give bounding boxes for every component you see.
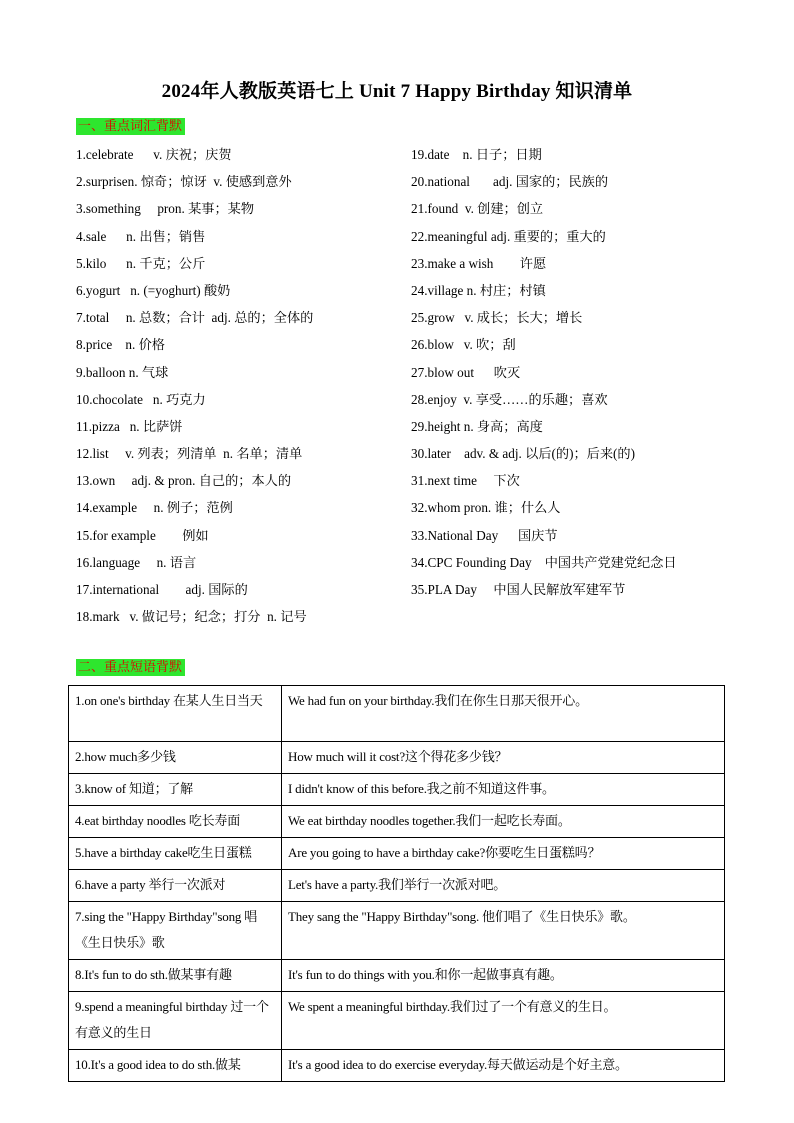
section-heading-phrases: 二、重点短语背默 [76,659,185,676]
vocab-item: 21.found v. 创建；创立 [411,201,544,217]
page-title: 2024年人教版英语七上 Unit 7 Happy Birthday 知识清单 [161,81,633,102]
phrase-cell: 3.know of 知道；了解 [69,774,282,806]
example-cell: We eat birthday noodles together.我们一起吃长寿面。 [282,806,725,838]
vocab-item: 29.height n. 身高；高度 [411,418,543,434]
phrase-cell: 10.It's a good idea to do sth.做某 [69,1050,282,1082]
vocab-item: 24.village n. 村庄；村镇 [411,282,546,298]
vocab-item: 7.total n. 总数；合计 adj. 总的；全体的 [76,310,314,326]
phrase-cell: 9.spend a meaningful birthday 过一个有意义的生日 [69,992,282,1050]
phrase-cell: 2.how much多少钱 [69,742,282,774]
vocab-item: 25.grow v. 成长；长大；增长 [411,310,583,326]
table-row [69,960,725,992]
vocab-item: 35.PLA Day 中国人民解放军建军节 [411,582,626,597]
vocab-item: 5.kilo n. 千克；公斤 [76,255,206,271]
vocab-item: 14.example n. 例子；范例 [76,500,233,516]
phrase-cell: 5.have a birthday cake吃生日蛋糕 [69,838,282,870]
example-cell: Let's have a party.我们举行一次派对吧。 [282,870,725,902]
example-cell: They sang the "Happy Birthday"song. 他们唱了《生日快乐》歌。 [282,902,725,960]
vocab-item: 28.enjoy v. 享受……的乐趣；喜欢 [411,391,608,407]
vocab-item: 1.celebrate v. 庆祝；庆贺 [76,147,232,162]
table-row [69,870,725,902]
vocab-item: 33.National Day 国庆节 [411,527,558,543]
vocab-item: 2.surprisen. 惊奇；惊讶 v. 使感到意外 [76,174,292,190]
vocab-list-left [76,145,406,634]
vocab-item: 10.chocolate n. 巧克力 [76,391,206,407]
vocab-item: 22.meaningful adj. 重要的；重大的 [411,228,606,244]
phrases-table [68,685,725,1082]
table-row [69,774,725,806]
vocab-item: 31.next time 下次 [411,473,520,489]
vocab-item: 30.later adv. & adj. 以后(的)；后来(的) [411,446,636,462]
vocab-item: 3.something pron. 某事；某物 [76,201,255,217]
vocab-item: 9.balloon n. 气球 [76,364,169,380]
example-cell: We spent a meaningful birthday.我们过了一个有意义的生日。 [282,992,725,1050]
phrase-cell: 8.It's fun to do sth.做某事有趣 [69,960,282,992]
table-row [69,1050,725,1082]
vocab-item: 17.international adj. 国际的 [76,582,248,597]
vocab-item: 34.CPC Founding Day 中国共产党建党纪念日 [411,554,677,570]
vocab-item: 12.list v. 列表；列清单 n. 名单；清单 [76,446,303,462]
phrase-cell: 7.sing the "Happy Birthday"song 唱《生日快乐》歌 [69,902,282,960]
table-row [69,742,725,774]
vocab-item: 4.sale n. 出售；销售 [76,228,206,244]
vocab-list-right [411,145,731,607]
vocab-item: 27.blow out 吹灭 [411,364,521,380]
vocab-item: 6.yogurt n. (=yoghurt) 酸奶 [76,282,231,298]
vocab-item: 15.for example 例如 [76,527,209,543]
example-cell: Are you going to have a birthday cake?你要吃生日蛋糕吗？ [282,838,725,870]
vocab-item: 18.mark v. 做记号；纪念；打分 n. 记号 [76,609,307,625]
phrase-cell: 1.on one's birthday 在某人生日当天 [69,686,282,742]
example-cell: It's fun to do things with you.和你一起做事真有趣。 [282,960,725,992]
table-row [69,806,725,838]
vocab-item: 32.whom pron. 谁；什么人 [411,500,561,516]
phrase-cell: 6.have a party 举行一次派对 [69,870,282,902]
phrase-cell: 4.eat birthday noodles 吃长寿面 [69,806,282,838]
table-row [69,902,725,960]
vocab-item: 19.date n. 日子；日期 [411,147,542,162]
vocab-item: 8.price n. 价格 [76,337,165,353]
vocab-item: 26.blow v. 吹；刮 [411,337,516,353]
example-cell: I didn't know of this before.我之前不知道这件事。 [282,774,725,806]
example-cell: We had fun on your birthday.我们在你生日那天很开心。 [282,686,725,742]
table-row [69,838,725,870]
vocab-item: 20.national adj. 国家的；民族的 [411,174,609,190]
section-heading-vocabulary: 一、重点词汇背默 [76,118,185,135]
example-cell: It's a good idea to do exercise everyday.每天做运动是个好主意。 [282,1050,725,1082]
vocab-item: 11.pizza n. 比萨饼 [76,418,183,434]
vocab-item: 13.own adj. & pron. 自己的；本人的 [76,473,292,489]
table-row [69,686,725,742]
vocab-item: 23.make a wish 许愿 [411,255,547,271]
example-cell: How much will it cost?这个得花多少钱？ [282,742,725,774]
table-row [69,992,725,1050]
vocab-item: 16.language n. 语言 [76,554,197,570]
